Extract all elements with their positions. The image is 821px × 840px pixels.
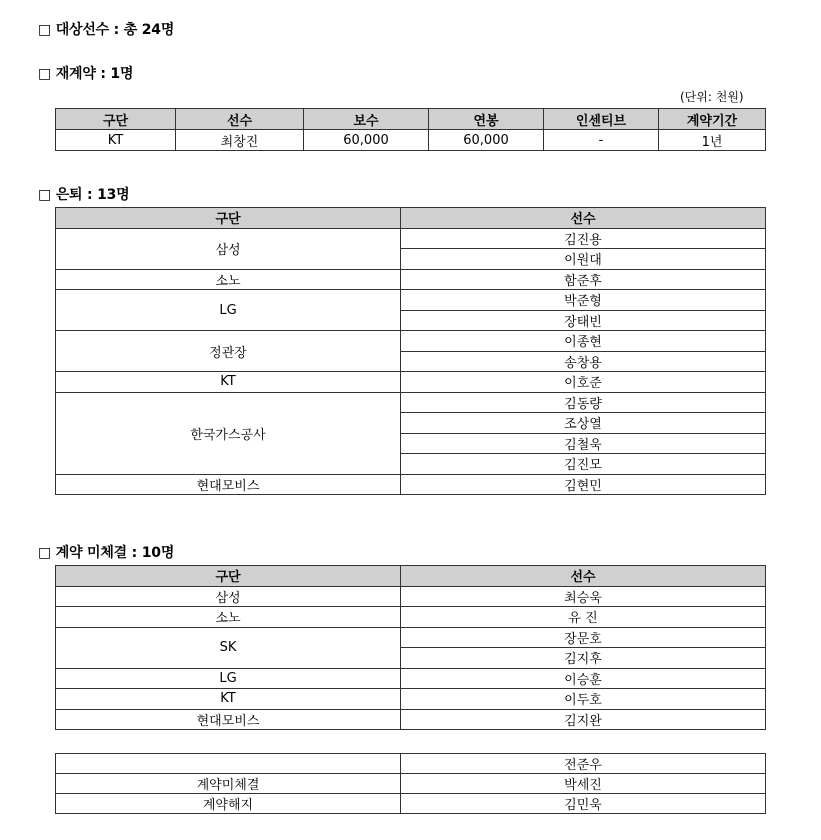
team-cell: KT [56, 372, 401, 393]
header-team: 구단 [56, 566, 401, 587]
team-cell: SK [56, 627, 401, 668]
table-row [56, 668, 766, 689]
table-row [56, 130, 766, 151]
team-cell: 소노 [56, 269, 401, 290]
recontract-table [55, 108, 766, 151]
label-cell: 계약해지 [56, 794, 401, 814]
table-row [56, 474, 766, 495]
player-cell: 함준후 [401, 269, 766, 290]
table-row [56, 269, 766, 290]
table-row [56, 709, 766, 730]
player-cell: 전준우 [401, 754, 766, 774]
header-salary: 연봉 [429, 109, 544, 130]
player-cell: 김진용 [401, 228, 766, 249]
team-cell: 소노 [56, 607, 401, 628]
team-cell: 삼성 [56, 586, 401, 607]
header-player: 선수 [401, 566, 766, 587]
table-row [56, 290, 766, 311]
team-cell: 삼성 [56, 228, 401, 269]
extra-table [55, 753, 766, 814]
summary-heading: □ 대상선수 : 총 24명 [38, 22, 175, 38]
header-player: 선수 [401, 208, 766, 229]
player-cell: 송창용 [401, 351, 766, 372]
team-cell: LG [56, 290, 401, 331]
player-cell: 장태빈 [401, 310, 766, 331]
player-cell: 김동량 [401, 392, 766, 413]
header-player: 선수 [176, 109, 304, 130]
player-cell: 이호준 [401, 372, 766, 393]
player-cell: 김지후 [401, 648, 766, 669]
player-cell: 김지완 [401, 709, 766, 730]
cell-salary: 60,000 [429, 130, 544, 151]
table-header-row [56, 109, 766, 130]
team-cell: 정관장 [56, 331, 401, 372]
unsigned-table [55, 565, 766, 730]
team-cell: KT [56, 689, 401, 710]
player-cell: 이원대 [401, 249, 766, 270]
table-row [56, 228, 766, 249]
table-row [56, 794, 766, 814]
table-row [56, 774, 766, 794]
cell-term: 1년 [659, 130, 766, 151]
table-row [56, 372, 766, 393]
table-row [56, 627, 766, 648]
header-pay: 보수 [304, 109, 429, 130]
player-cell: 박세진 [401, 774, 766, 794]
table-row [56, 607, 766, 628]
player-cell: 유 진 [401, 607, 766, 628]
player-cell: 이두호 [401, 689, 766, 710]
player-cell: 조상열 [401, 413, 766, 434]
cell-incentive: - [544, 130, 659, 151]
player-cell: 김민욱 [401, 794, 766, 814]
label-cell [56, 754, 401, 774]
table-row [56, 689, 766, 710]
header-team: 구단 [56, 208, 401, 229]
team-cell: 한국가스공사 [56, 392, 401, 474]
table-row [56, 331, 766, 352]
retire-heading: □ 은퇴 : 13명 [38, 187, 130, 203]
cell-pay: 60,000 [304, 130, 429, 151]
player-cell: 최승욱 [401, 586, 766, 607]
header-incentive: 인센티브 [544, 109, 659, 130]
header-term: 계약기간 [659, 109, 766, 130]
player-cell: 김철욱 [401, 433, 766, 454]
player-cell: 이종현 [401, 331, 766, 352]
player-cell: 김진모 [401, 454, 766, 475]
player-cell: 장문호 [401, 627, 766, 648]
header-team: 구단 [56, 109, 176, 130]
player-cell: 김현민 [401, 474, 766, 495]
table-row [56, 586, 766, 607]
table-header-row [56, 208, 766, 229]
unit-label: (단위: 천원) [680, 90, 744, 104]
unsigned-heading: □ 계약 미체결 : 10명 [38, 545, 175, 561]
table-header-row [56, 566, 766, 587]
team-cell: 현대모비스 [56, 709, 401, 730]
cell-team: KT [56, 130, 176, 151]
player-cell: 박준형 [401, 290, 766, 311]
table-row [56, 392, 766, 413]
retire-table [55, 207, 766, 495]
recontract-heading: □ 재계약 : 1명 [38, 66, 134, 82]
team-cell: LG [56, 668, 401, 689]
player-cell: 이승훈 [401, 668, 766, 689]
cell-player: 최창진 [176, 130, 304, 151]
team-cell: 현대모비스 [56, 474, 401, 495]
label-cell: 계약미체결 [56, 774, 401, 794]
table-row [56, 754, 766, 774]
